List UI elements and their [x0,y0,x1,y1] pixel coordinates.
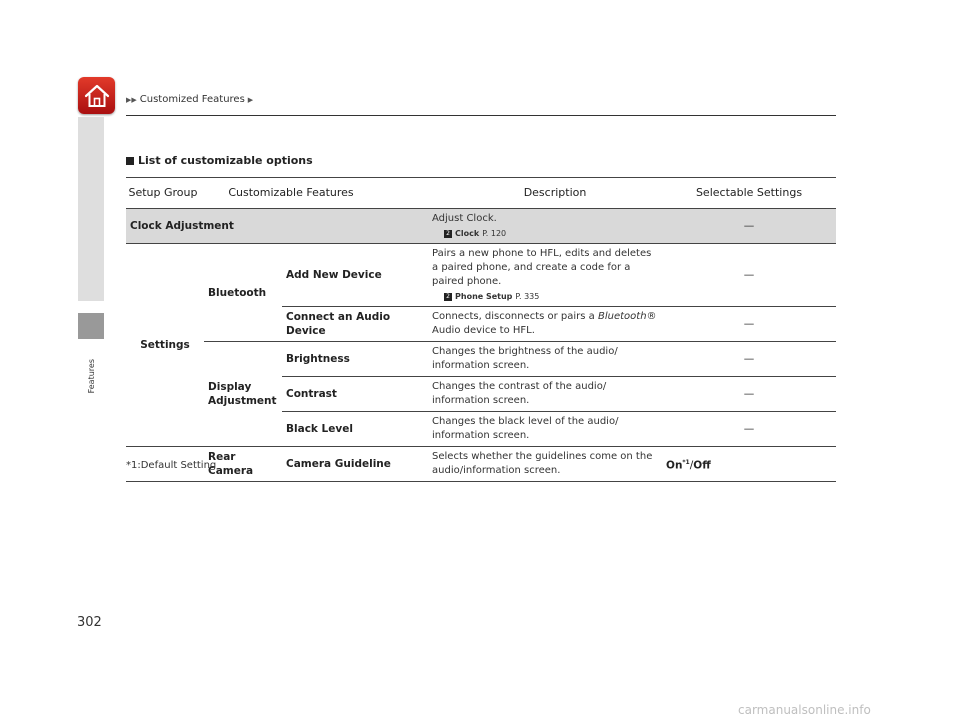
description-cell: Selects whether the guidelines come on the audio/information screen. [428,447,662,482]
feature-add-new-device: Add New Device [282,244,428,307]
cross-reference[interactable]: 2 Clock P. 120 [444,228,506,240]
chevron-right-icon: ▶▶ [126,95,137,104]
description-cell: Pairs a new phone to HFL, edits and deletes a paired phone, and create a code for a paired phone. 2 Phone Setup P. 335 [428,244,662,307]
setting-cell: On$^{*1}$/Off [662,447,836,482]
table-row [126,342,836,377]
setting-cell: — [662,209,836,244]
setting-cell: — [662,342,836,377]
feature-connect-audio-device: Connect an Audio Device [282,307,428,342]
side-tab-features[interactable] [78,313,104,339]
setting-cell: — [662,377,836,412]
description-cell: Adjust Clock. 2 Clock P. 120 [428,209,662,244]
table-row [126,209,836,244]
reference-arrow-icon: 2 [444,230,452,238]
setting-cell: — [662,307,836,342]
feature-brightness: Brightness [282,342,428,377]
description-cell: Changes the brightness of the audio/ information screen. [428,342,662,377]
home-icon [83,83,111,109]
table-row [126,244,836,307]
watermark: carmanualsonline.info [738,703,871,717]
description-cell: Changes the black level of the audio/ information screen. [428,412,662,447]
group-bluetooth: Bluetooth [204,244,282,342]
side-tab-label: Features [86,358,96,394]
header-description: Description [428,178,662,209]
feature-contrast: Contrast [282,377,428,412]
description-cell: Connects, disconnects or pairs a Bluetooth® Audio device to HFL. [428,307,662,342]
breadcrumb-current[interactable]: Customized Features [139,94,245,105]
bullet-square-icon [126,157,134,165]
setting-cell: — [662,412,836,447]
reference-arrow-icon: 2 [444,293,452,301]
section-title: List of customizable options [126,154,313,167]
group-settings: Settings [126,244,204,447]
cross-reference[interactable]: 2 Phone Setup P. 335 [444,291,539,303]
side-tab-background [78,117,104,301]
feature-clock-adjustment: Clock Adjustment [126,209,428,244]
table-row [126,447,836,482]
group-rear-camera: Rear Camera [204,447,282,482]
breadcrumb [126,94,253,105]
header-divider [126,115,836,116]
options-table [126,177,836,482]
page-number: 302 [77,615,102,630]
feature-camera-guideline: Camera Guideline [282,447,428,482]
table-header-row [126,178,836,209]
setting-cell: — [662,244,836,307]
footnote: *1:Default Setting [126,460,217,471]
chevron-right-icon: ▶ [247,95,254,104]
header-customizable-features: Customizable Features [204,178,428,209]
description-cell: Changes the contrast of the audio/ information screen. [428,377,662,412]
feature-black-level: Black Level [282,412,428,447]
header-selectable-settings: Selectable Settings [662,178,836,209]
header-setup-group: Setup Group [126,178,204,209]
home-button[interactable] [78,77,115,114]
group-display-adjustment: Display Adjustment [204,342,282,447]
